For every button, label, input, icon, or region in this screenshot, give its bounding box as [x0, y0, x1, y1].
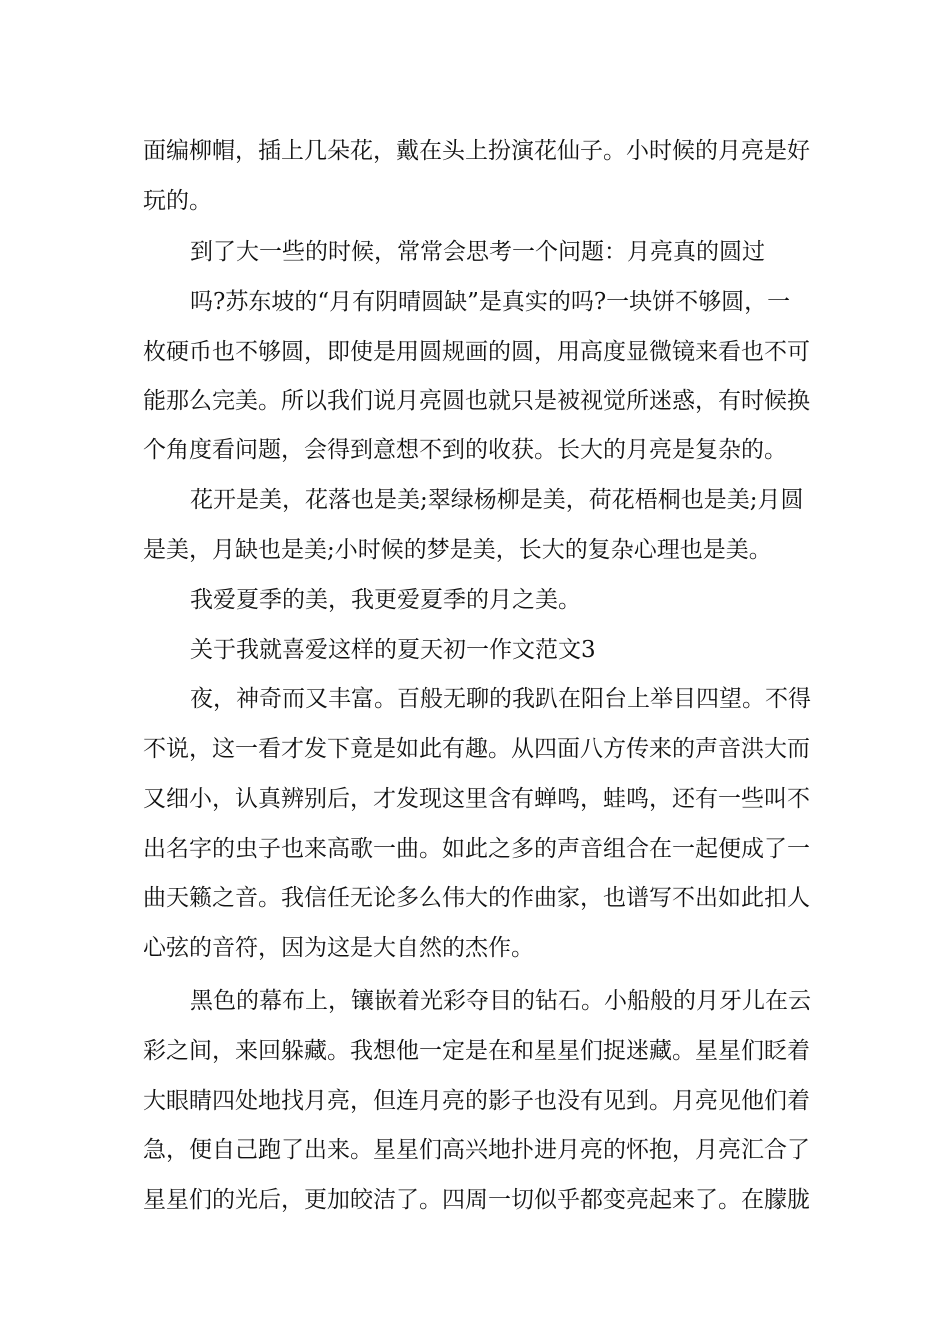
text-line: 个角度看问题，会得到意想不到的收获。长大的月亮是复杂的。: [143, 437, 787, 463]
text-line: 彩之间，来回躲藏。我想他一定是在和星星们捉迷藏。星星们眨着: [143, 1038, 810, 1064]
text-line: 到了大一些的时候，常常会思考一个问题：月亮真的圆过: [190, 239, 765, 265]
text-line: 面编柳帽，插上几朵花，戴在头上扮演花仙子。小时候的月亮是好: [143, 138, 810, 164]
section-heading: 关于我就喜爱这样的夏天初一作文范文3: [190, 637, 596, 663]
text-line: 夜，神奇而又丰富。百般无聊的我趴在阳台上举目四望。不得: [190, 686, 811, 712]
text-line: 黑色的幕布上，镶嵌着光彩夺目的钻石。小船般的月牙儿在云: [190, 988, 811, 1014]
text-line: 吗?苏东坡的“月有阴晴圆缺”是真实的吗?一块饼不够圆，一: [190, 289, 791, 315]
text-line: 急，便自己跑了出来。星星们高兴地扑进月亮的怀抱，月亮汇合了: [143, 1137, 810, 1163]
text-line: 我爱夏季的美，我更爱夏季的月之美。: [190, 587, 581, 613]
text-line: 花开是美，花落也是美;翠绿杨柳是美，荷花梧桐也是美;月圆: [190, 487, 804, 513]
text-line: 玩的。: [143, 188, 212, 214]
text-line: 又细小，认真辨别后，才发现这里含有蝉鸣，蛙鸣，还有一些叫不: [143, 786, 810, 812]
text-line: 不说，这一看才发下竟是如此有趣。从四面八方传来的声音洪大而: [143, 736, 810, 762]
text-line: 是美，月缺也是美;小时候的梦是美，长大的复杂心理也是美。: [143, 537, 772, 563]
text-line: 能那么完美。所以我们说月亮圆也就只是被视觉所迷惑，有时候换: [143, 388, 810, 414]
text-line: 曲天籁之音。我信任无论多么伟大的作曲家，也谱写不出如此扣人: [143, 885, 810, 911]
text-line: 星星们的光后，更加皎洁了。四周一切似乎都变亮起来了。在朦胧: [143, 1187, 810, 1213]
text-line: 大眼睛四处地找月亮，但连月亮的影子也没有见到。月亮见他们着: [143, 1088, 810, 1114]
text-line: 枚硬币也不够圆，即使是用圆规画的圆，用高度显微镜来看也不可: [143, 339, 810, 365]
text-line: 出名字的虫子也来高歌一曲。如此之多的声音组合在一起便成了一: [143, 836, 810, 862]
text-line: 心弦的音符，因为这是大自然的杰作。: [143, 935, 534, 961]
